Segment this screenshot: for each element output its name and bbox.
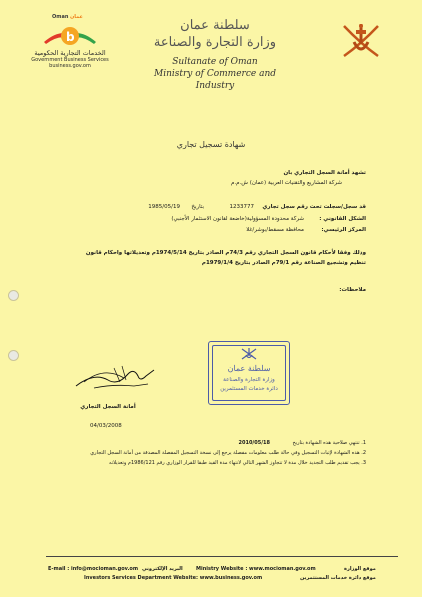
main-center-label: المركز الرئيسي: [321,227,366,233]
gov-services-en: Government Business Services [31,57,109,63]
certificate-expiry-date: 2010/05/18 [238,440,270,446]
footer-divider [46,556,398,557]
certificate-intro: تشهد أمانة السجل التجاري بان [283,170,366,176]
stamp-emblem-icon [240,347,258,361]
footer-ministry-website: Ministry Website : www.mocioman.gov.om [196,566,316,572]
gov-services-url: business.gov.om [49,63,91,69]
note-1-text: 1. تنتهي صلاحية هذه الشهادة بتاريخ [292,440,366,446]
stamp-line-3: دائرة خدمات المستثمرين [220,386,278,392]
oman-national-emblem-icon [336,20,386,60]
footer-ministry-website-ar: موقع الوزارة [344,566,376,572]
oman-logo-en: Oman [52,14,69,20]
law-statement-line-1: وذلك وفقا لأحكام قانون السجل التجاري رقم 74/3م الصادر بتاريخ 1974/5/14م وتعديلاتها واحكام قانون [85,250,366,256]
ministry-header [140,18,290,92]
signature-icon [74,362,158,392]
ministry-name-en-1: Sultanate of Oman [172,57,258,67]
note-3: 3. يجب تقديم طلب التجديد خلال مدة لا تتجاوز الشهر التالي لانتهاء مدة القيد طبقا للقرار الوزاري رقم 1986/121م وتعديلاته [109,460,366,466]
footer-investors-website: Investors Services Department Website: www.business.gov.om [84,575,263,581]
legal-form-value: شركة محدودة المسؤولية(خاضعة لقانون الاستثمار الأجنبي) [171,216,304,222]
ministry-name-ar-1: سلطنة عمان [180,18,250,33]
footer-email: E-mail : info@mocioman.gov.om [48,566,139,572]
ministry-stamp [208,341,290,405]
punch-hole [8,350,19,361]
main-center-value: محافظة مسقط/بوشر/غلا [246,227,304,233]
legal-form-label: الشكل القانوني : [319,216,366,222]
stamp-line-2: وزارة التجارة والصناعة [223,377,275,383]
oman-logo-ar: عمان [70,14,83,20]
company-name: شركة المشاريع والتقنيات العربية (عمان) ش.م.م [230,180,342,186]
svg-text:b: b [66,30,75,44]
footer-investors-website-ar: موقع دائرة خدمات المستثمرين [300,575,376,581]
notes-label: ملاحظات: [339,287,366,293]
gov-services-logo [20,14,120,69]
issue-date: 04/03/2008 [90,423,122,429]
stamp-line-1: سلطنة عمان [227,364,271,373]
law-statement-line-2: تنظيم وتشجيع الصناعة رقم 79/1م الصادر بتاريخ 1979/1/4م [201,260,366,266]
gov-services-ar: الخدمات التجارية الحكومية [34,49,106,57]
gov-services-emblem-icon [40,20,100,50]
ministry-name-ar-2: وزارة التجارة والصناعة [153,35,277,50]
registration-date-label: بتاريخ [191,204,204,210]
registration-number: 1233777 [229,204,254,210]
signature-office: أمانة السجل التجاري [80,404,136,410]
punch-hole [8,290,19,301]
registration-date: 1985/05/19 [148,204,180,210]
note-2: 2. هذه الشهادة لإثبات التسجيل وفي حالة طلب معلومات مفصلة يرجع إلى نسخة التسجيل المفصلة المصدقة من أمانة السجل التجاري [90,450,366,456]
ministry-name-en-2: Ministry of Commerce and Industry [153,69,276,91]
certificate-title: شهادة تسجيل تجاري [176,140,246,149]
footer-email-ar: البريد الإلكتروني [142,566,183,572]
registration-label: قد سجل/سجلت تحت رقم سجل تجاري [262,204,366,210]
